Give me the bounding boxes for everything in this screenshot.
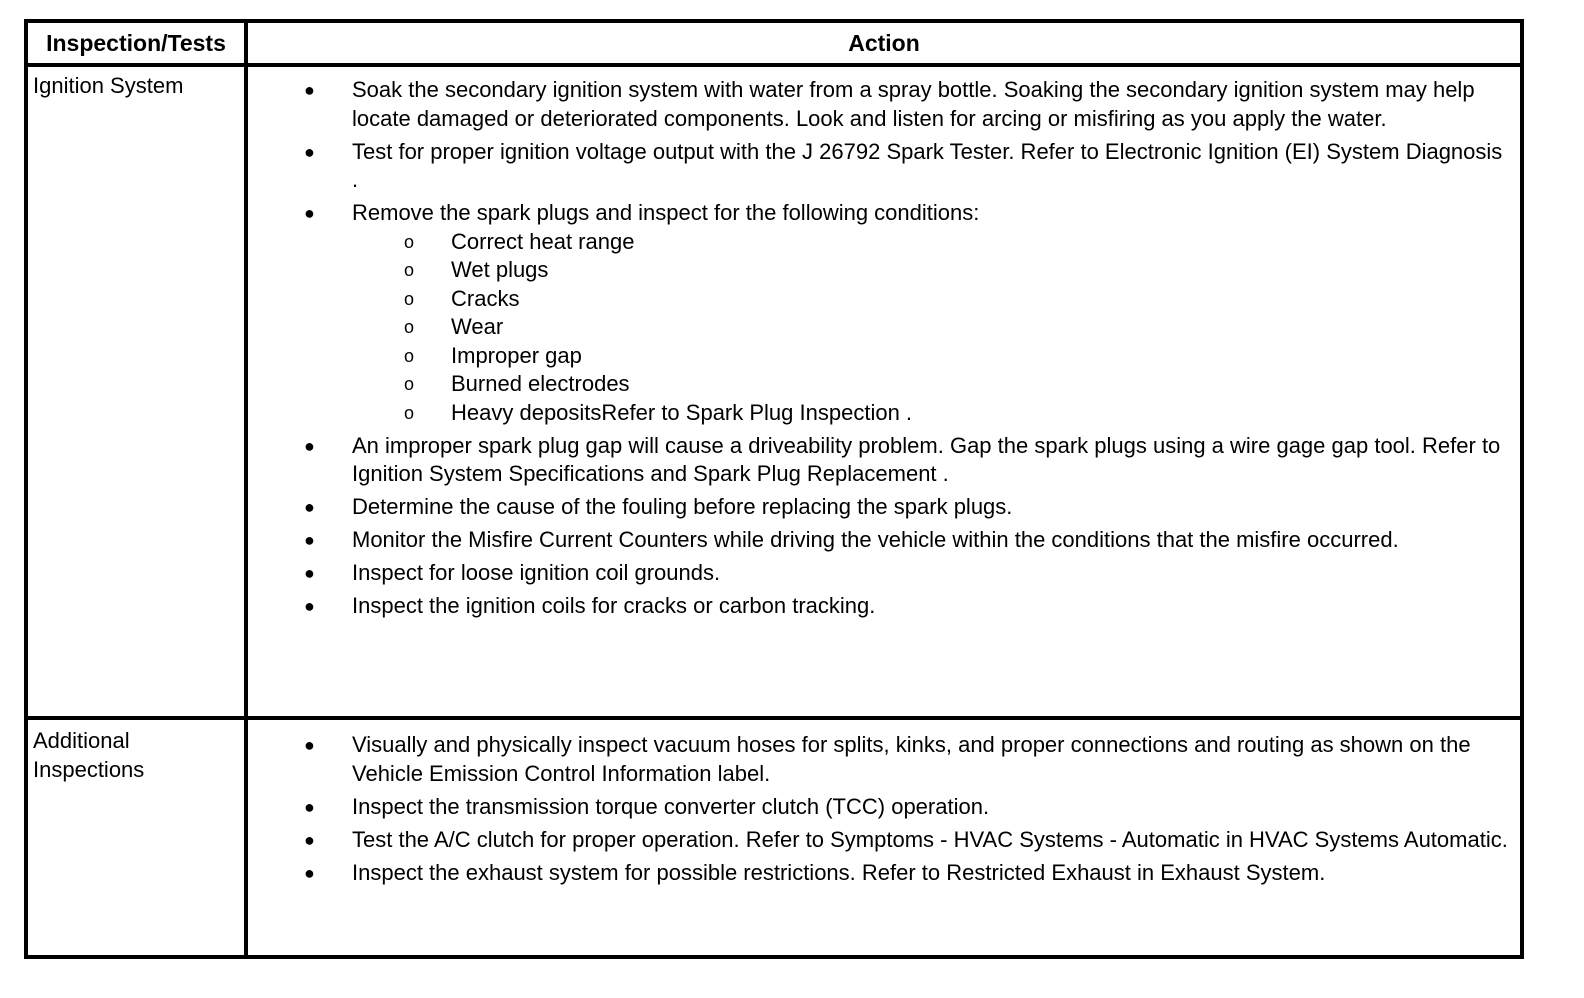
sub-list-item-text: Wet plugs	[451, 257, 549, 282]
circle-bullet-icon: o	[404, 374, 415, 394]
sub-list-item	[352, 370, 1512, 399]
list-item-text: Test for proper ignition voltage output with the J 26792 Spark Tester. Refer to Electronic Ignition (EI) System Diagnosis .	[352, 138, 1503, 192]
list-item-text: An improper spark plug gap will cause a driveability problem. Gap the spark plugs using a wire gage gap tool. Refer to Ignition System Specifications and Spark Plug Replacement .	[352, 432, 1501, 486]
list-item-text: Test the A/C clutch for proper operation. Refer to Symptoms - HVAC Systems - Automatic in HVAC Systems Automatic.	[352, 826, 1508, 852]
bullet-icon: ●	[304, 141, 315, 162]
list-item	[300, 526, 1512, 555]
sub-list-item-text: Correct heat range	[451, 228, 635, 254]
action-list	[300, 76, 1512, 621]
list-item-text: Determine the cause of the fouling before replacing the spark plugs.	[352, 494, 1013, 519]
list-item	[300, 559, 1512, 588]
circle-bullet-icon: o	[404, 231, 415, 252]
list-item	[300, 199, 1512, 427]
bullet-icon: ●	[304, 735, 315, 755]
sub-list-item-text: Heavy depositsRefer to Spark Plug Inspection .	[451, 399, 913, 425]
sub-list-item	[352, 342, 1512, 371]
list-item	[300, 76, 1512, 133]
sub-list-item	[352, 313, 1512, 342]
bullet-icon: ●	[304, 530, 315, 550]
bullet-icon: ●	[304, 435, 315, 456]
list-item	[300, 493, 1512, 522]
bullet-icon: ●	[304, 796, 315, 817]
header-action: Action	[848, 29, 920, 56]
list-item-text: Inspect the ignition coils for cracks or carbon tracking.	[352, 593, 876, 618]
row-actions-ignition-system	[300, 76, 1512, 625]
header-inspection-tests: Inspection/Tests	[46, 29, 226, 56]
row-actions-additional-inspections	[300, 731, 1512, 892]
bullet-icon: ●	[304, 829, 315, 850]
sub-list-item-text: Cracks	[451, 285, 520, 311]
circle-bullet-icon: o	[404, 317, 415, 337]
list-item-text: Monitor the Misfire Current Counters while driving the vehicle within the conditions that the misfire occurred.	[352, 527, 1399, 552]
inspection-table	[24, 19, 1524, 959]
circle-bullet-icon: o	[404, 402, 415, 423]
header-divider	[28, 63, 1520, 67]
list-item-text: Soak the secondary ignition system with water from a spray bottle. Soaking the secondary ignition system may help locate damaged or deteriorated components. Look and listen for arcing or misfiring as you apply the water.	[352, 77, 1475, 131]
list-item	[300, 793, 1512, 822]
sub-list-item	[352, 399, 1512, 428]
sub-list-item	[352, 228, 1512, 257]
circle-bullet-icon: o	[404, 345, 415, 366]
bullet-icon: ●	[304, 80, 315, 100]
sub-list-item	[352, 285, 1512, 314]
list-item	[300, 138, 1512, 195]
circle-bullet-icon: o	[404, 288, 415, 309]
bullet-icon: ●	[304, 203, 315, 223]
list-item	[300, 432, 1512, 489]
list-item	[300, 859, 1512, 888]
row-label-additional-inspections: Additional Inspections	[33, 728, 145, 782]
action-list	[300, 731, 1512, 887]
bullet-icon: ●	[304, 563, 315, 583]
bullet-icon: ●	[304, 497, 315, 517]
list-item	[300, 731, 1512, 788]
circle-bullet-icon: o	[404, 260, 415, 280]
sub-list-item-text: Wear	[451, 314, 504, 339]
column-divider	[244, 23, 248, 955]
sub-list-item-text: Improper gap	[451, 342, 582, 368]
condition-sublist	[352, 228, 1512, 428]
list-item-text: Inspect the transmission torque converter clutch (TCC) operation.	[352, 793, 990, 819]
sub-list-item-text: Burned electrodes	[451, 371, 630, 396]
list-item-text: Inspect the exhaust system for possible restrictions. Refer to Restricted Exhaust in Exhaust System.	[352, 859, 1326, 885]
row-label-ignition-system: Ignition System	[33, 73, 184, 98]
list-item-text: Visually and physically inspect vacuum hoses for splits, kinks, and proper connections and routing as shown on the Vehicle Emission Control Information label.	[352, 732, 1471, 786]
row-divider	[28, 716, 1520, 720]
list-item-text: Inspect for loose ignition coil grounds.	[352, 560, 721, 585]
list-item	[300, 592, 1512, 621]
bullet-icon: ●	[304, 862, 315, 883]
list-item-text: Remove the spark plugs and inspect for the following conditions:	[352, 200, 980, 225]
bullet-icon: ●	[304, 596, 315, 616]
list-item	[300, 826, 1512, 855]
sub-list-item	[352, 256, 1512, 285]
